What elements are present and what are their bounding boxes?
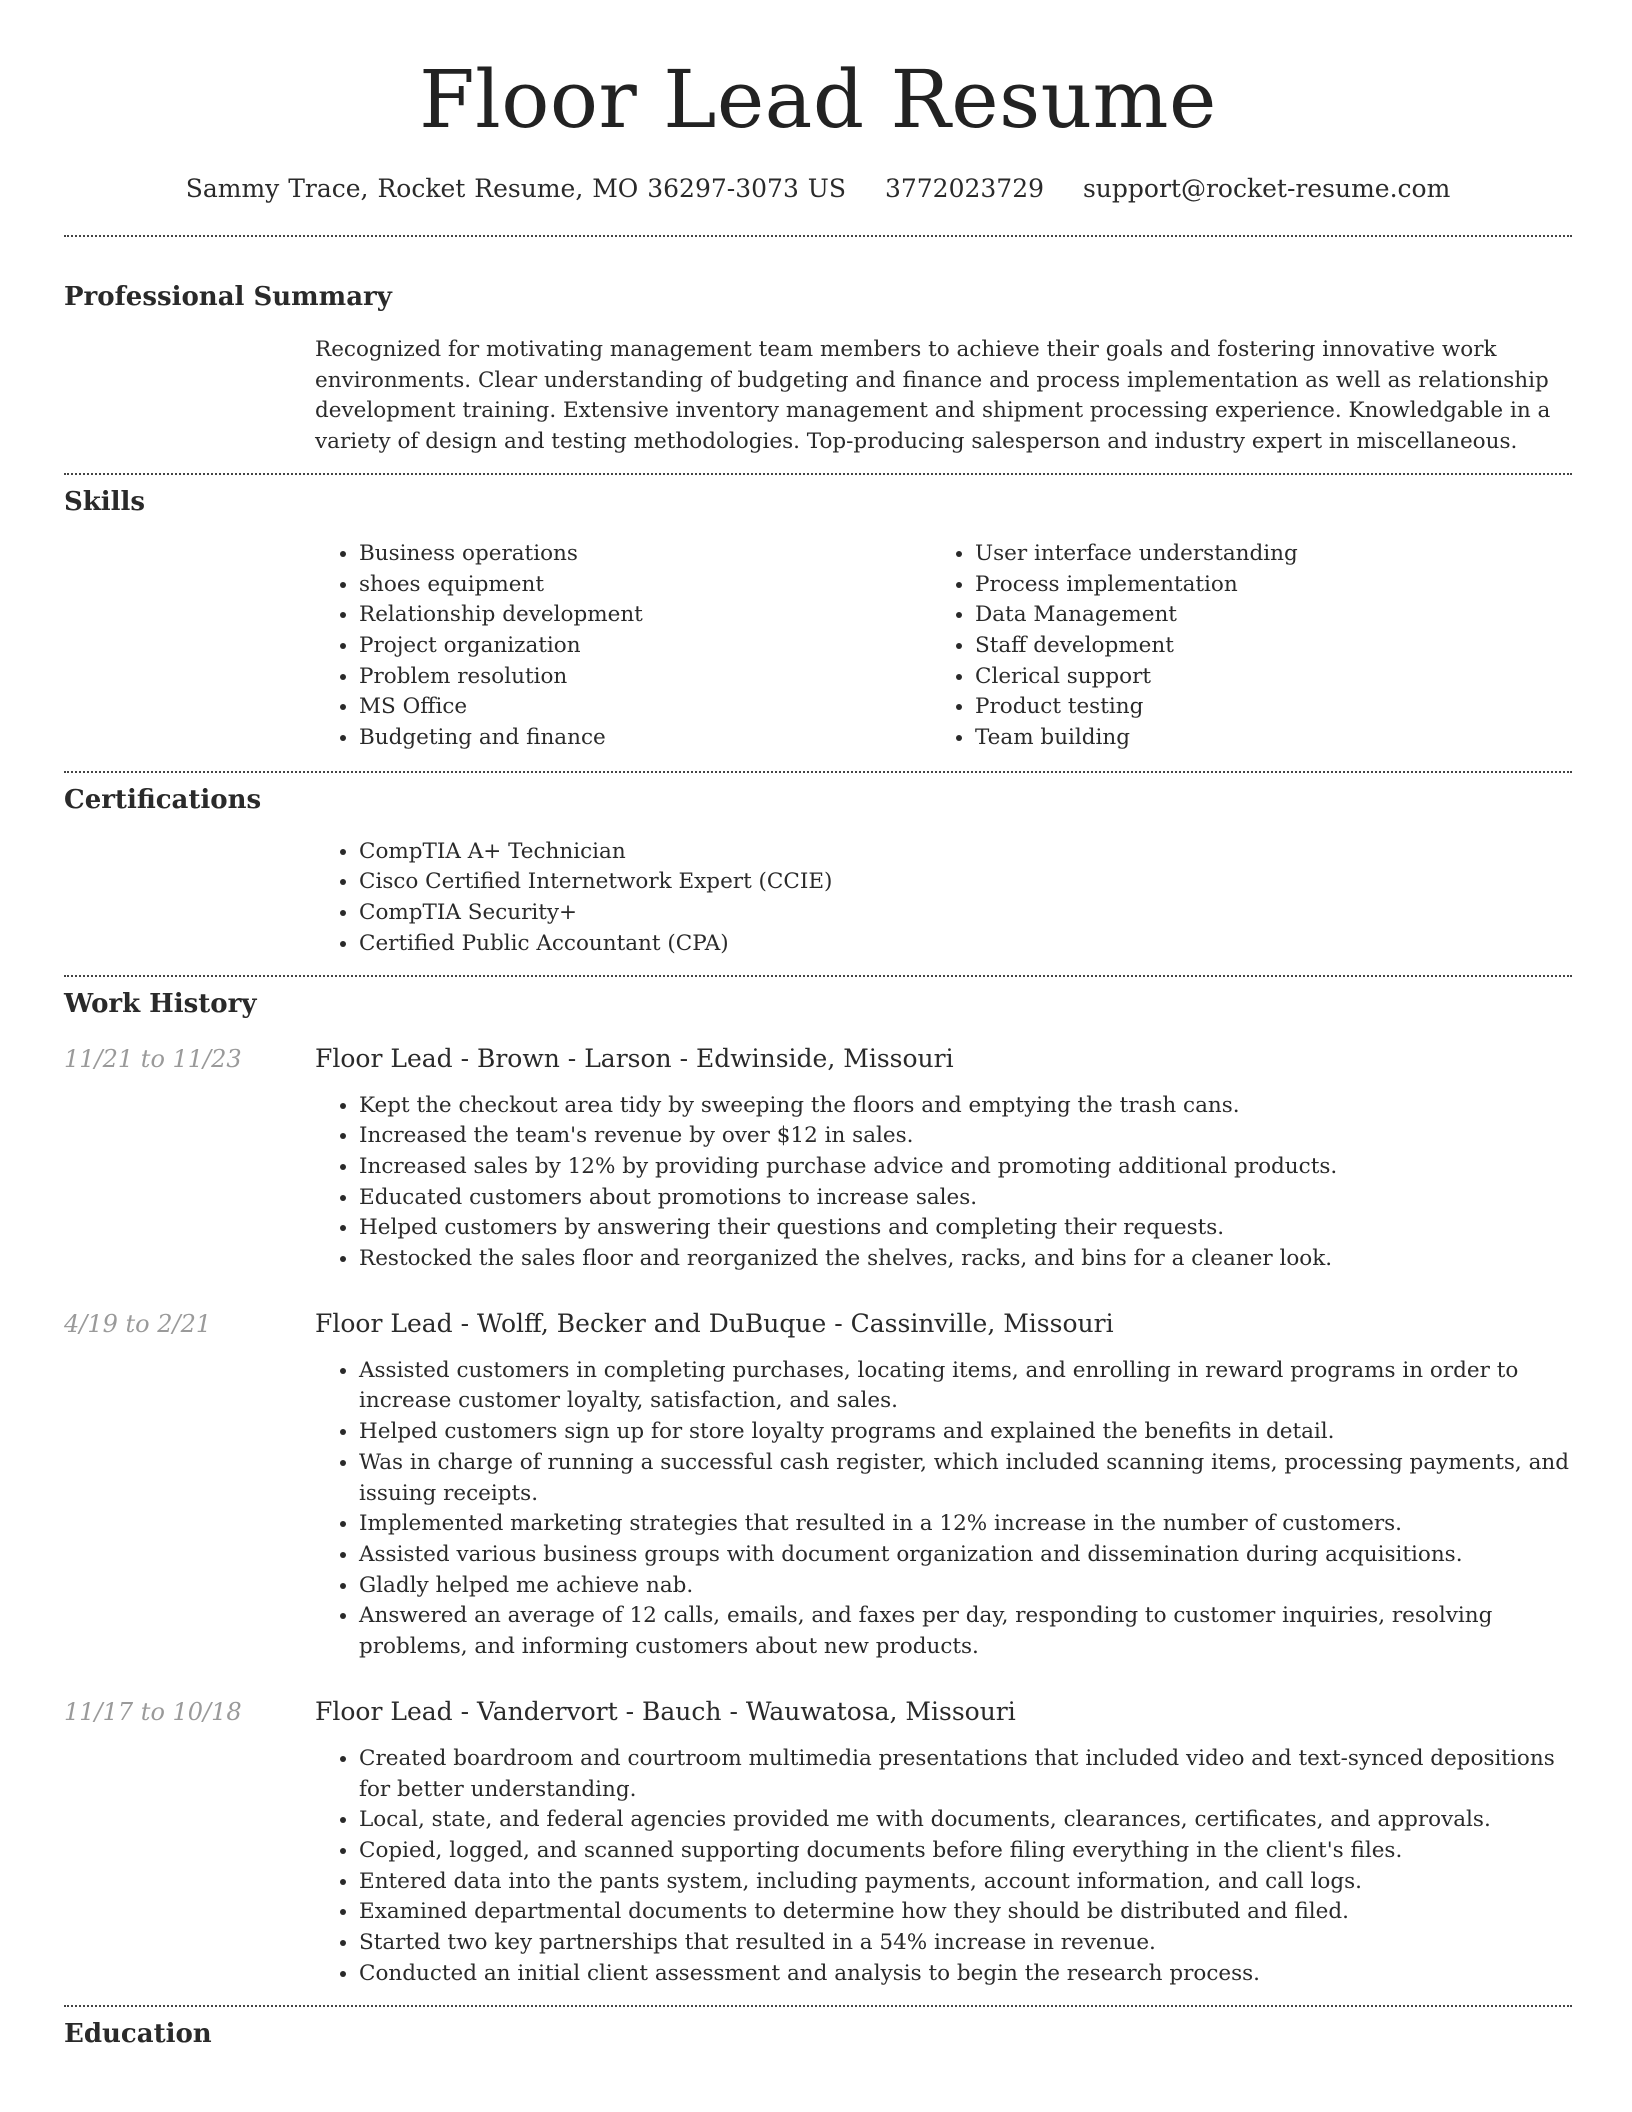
summary-text: Recognized for motivating management team members to achieve their goals and fostering innovative work environments. Clear understanding of budgeting and finance and process implementation as well as relationship development training. Extensive inventory management and shipment processing experience. Knowledgable in a variety of design and testing methodologies. Top-producing salesperson and industry expert in miscellaneous. [315, 337, 1551, 455]
job-dates: 11/21 to 11/23 [64, 1044, 242, 1073]
job-bullet: • Conducted an initial client assessment and analysis to begin the research process. [359, 1959, 1572, 1990]
section-divider [64, 235, 1572, 237]
job-bullet: • Restocked the sales floor and reorganized the shelves, racks, and bins for a cleaner look. [359, 1244, 1572, 1275]
job-bullets [315, 1744, 1572, 1990]
job-title: Floor Lead - Brown - Larson - Edwinside, Missouri [315, 1043, 954, 1073]
certification-item: • Cisco Certified Internetwork Expert (CCIE) [359, 867, 1572, 898]
job-bullet: • Local, state, and federal agencies provided me with documents, clearances, certificates, and approvals. [359, 1805, 1572, 1836]
resume-page [64, 0, 1572, 2051]
contact-email: support@rocket-resume.com [1082, 174, 1451, 203]
summary-section [64, 280, 1572, 458]
summary-heading: Professional Summary [64, 282, 392, 312]
job-bullet: • Increased the team's revenue by over $12 in sales. [359, 1121, 1572, 1152]
skill-item: • shoes equipment [359, 570, 931, 601]
job-bullet: • Created boardroom and courtroom multimedia presentations that included video and text-synced depositions for better understanding. [359, 1744, 1572, 1805]
job-bullet: • Entered data into the pants system, including payments, account information, and call logs. [359, 1867, 1572, 1898]
skill-item: • Product testing [975, 692, 1547, 723]
job-title: Floor Lead - Vandervort - Bauch - Wauwatosa, Missouri [315, 1696, 1016, 1726]
skill-item: • Project organization [359, 631, 931, 662]
skill-item: • Budgeting and finance [359, 723, 931, 754]
job-dates: 11/17 to 10/18 [64, 1697, 242, 1726]
certifications-list [315, 837, 1572, 960]
skill-item: • User interface understanding [975, 539, 1547, 570]
job-bullet: • Increased sales by 12% by providing purchase advice and promoting additional products. [359, 1152, 1572, 1183]
work-history-heading: Work History [64, 988, 257, 1019]
skills-section [64, 485, 1572, 754]
resume-title: Floor Lead Resume [419, 53, 1217, 146]
job-bullet: • Assisted various business groups with document organization and dissemination during acquisitions. [359, 1540, 1572, 1571]
skill-item: • Relationship development [359, 600, 931, 631]
job-bullet: • Helped customers sign up for store loyalty programs and explained the benefits in detail. [359, 1417, 1572, 1448]
certification-item: • CompTIA A+ Technician [359, 837, 1572, 868]
section-divider [64, 2005, 1572, 2007]
certifications-heading: Certifications [64, 784, 262, 815]
job-bullet: • Kept the checkout area tidy by sweeping the floors and emptying the trash cans. [359, 1091, 1572, 1122]
job-bullet: • Copied, logged, and scanned supporting documents before filing everything in the client's files. [359, 1836, 1572, 1867]
section-divider [64, 975, 1572, 977]
skill-item: • MS Office [359, 692, 931, 723]
education-section [64, 2017, 1572, 2051]
contact-address: Sammy Trace, Rocket Resume, MO 36297-3073 US [185, 174, 846, 203]
certification-item: • Certified Public Accountant (CPA) [359, 929, 1572, 960]
job-bullets [315, 1091, 1572, 1275]
job-bullet: • Gladly helped me achieve nab. [359, 1571, 1572, 1602]
job-bullet: • Implemented marketing strategies that resulted in a 12% increase in the number of customers. [359, 1509, 1572, 1540]
skills-grid [315, 539, 1572, 754]
skill-item: • Business operations [359, 539, 931, 570]
skills-heading: Skills [64, 486, 146, 517]
job-title: Floor Lead - Wolff, Becker and DuBuque - Cassinville, Missouri [315, 1308, 1114, 1338]
contact-phone: 3772023729 [884, 174, 1045, 203]
job-bullet: • Started two key partnerships that resulted in a 54% increase in revenue. [359, 1928, 1572, 1959]
skill-item: • Clerical support [975, 662, 1547, 693]
work-history-section [64, 987, 1572, 1990]
skill-item: • Data Management [975, 600, 1547, 631]
section-divider [64, 771, 1572, 773]
job-entry [64, 1697, 1572, 1990]
certifications-section [64, 783, 1572, 960]
job-bullet: • Answered an average of 12 calls, emails, and faxes per day, responding to customer inquiries, resolving problems, and informing customers about new products. [359, 1601, 1572, 1662]
skills-list-left [315, 539, 931, 754]
job-bullets [315, 1356, 1572, 1663]
education-heading: Education [64, 2019, 212, 2050]
job-bullet: • Examined departmental documents to determine how they should be distributed and filed. [359, 1897, 1572, 1928]
skill-item: • Team building [975, 723, 1547, 754]
job-bullet: • Educated customers about promotions to increase sales. [359, 1183, 1572, 1214]
skill-item: • Problem resolution [359, 662, 931, 693]
job-bullet: • Assisted customers in completing purchases, locating items, and enrolling in reward programs in order to increase customer loyalty, satisfaction, and sales. [359, 1356, 1572, 1417]
skill-item: • Process implementation [975, 570, 1547, 601]
job-bullet: • Helped customers by answering their questions and completing their requests. [359, 1213, 1572, 1244]
job-entry [64, 1044, 1572, 1275]
section-divider [64, 473, 1572, 475]
job-entry [64, 1309, 1572, 1663]
job-bullet: • Was in charge of running a successful cash register, which included scanning items, processing payments, and issuing receipts. [359, 1448, 1572, 1509]
contact-line [64, 173, 1572, 205]
job-dates: 4/19 to 2/21 [64, 1309, 212, 1338]
certification-item: • CompTIA Security+ [359, 898, 1572, 929]
skills-list-right [931, 539, 1547, 754]
skill-item: • Staff development [975, 631, 1547, 662]
